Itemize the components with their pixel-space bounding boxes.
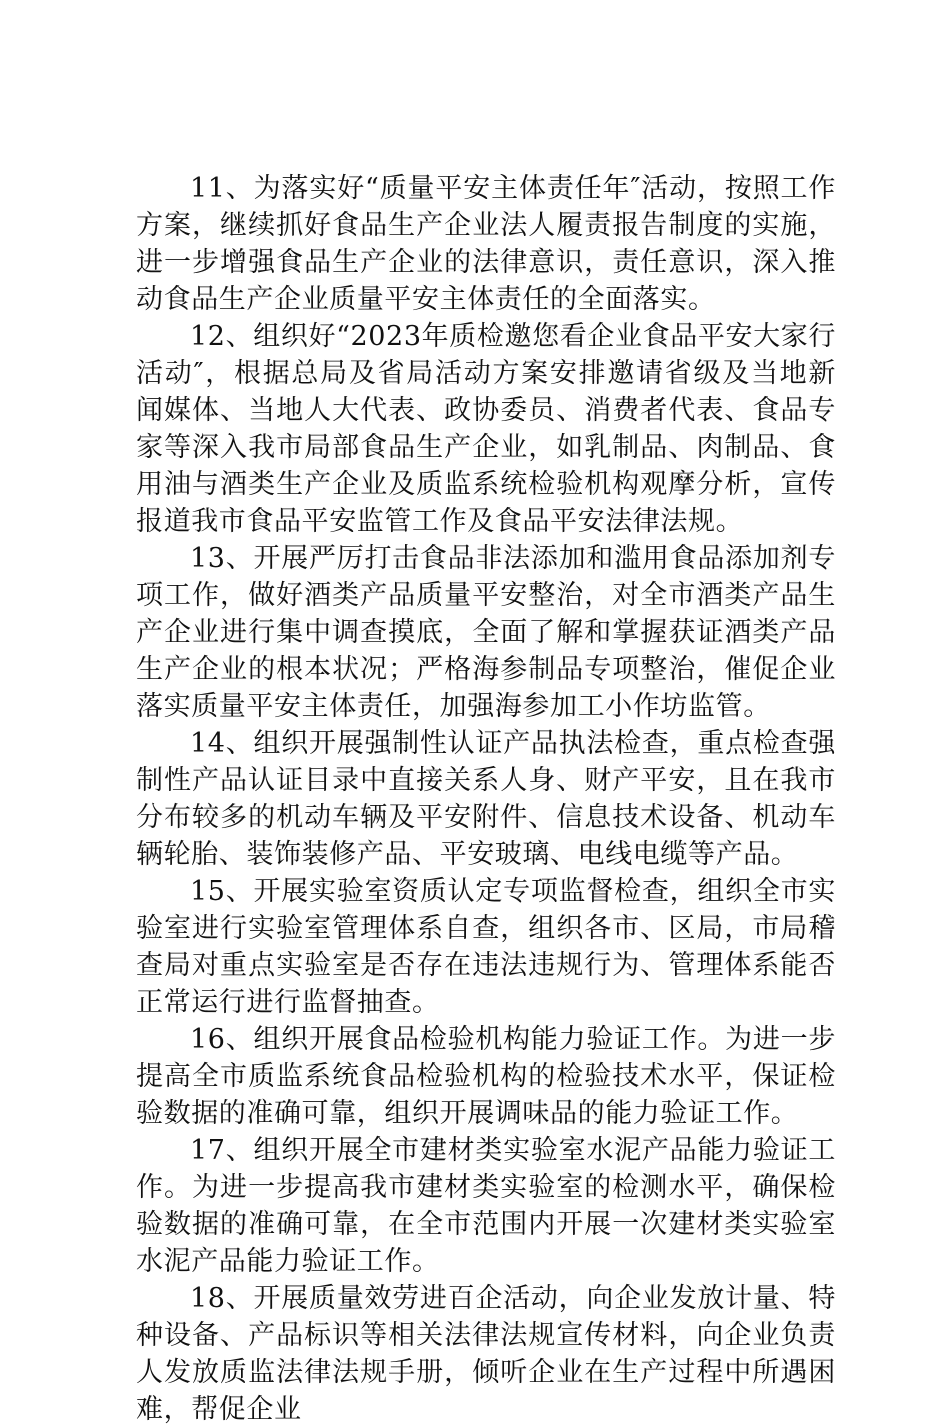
- paragraph-17: 17、组织开展全市建材类实验室水泥产品能力验证工作。为进一步提高我市建材类实验室的检测水平，确保检验数据的准确可靠，在全市范围内开展一次建材类实验室水泥产品能力验证工作。: [136, 1135, 836, 1277]
- paragraph-11: 11、为落实好“质量平安主体责任年″活动，按照工作方案，继续抓好食品生产企业法人履责报告制度的实施，进一步增强食品生产企业的法律意识，责任意识，深入推动食品生产企业质量平安主体责任的全面落实。: [136, 173, 836, 315]
- paragraph-16: 16、组织开展食品检验机构能力验证工作。为进一步提高全市质监系统食品检验机构的检验技术水平，保证检验数据的准确可靠，组织开展调味品的能力验证工作。: [136, 1024, 836, 1129]
- document-body: [136, 170, 836, 1428]
- paragraph-13: 13、开展严厉打击食品非法添加和滥用食品添加剂专项工作，做好酒类产品质量平安整治，对全市酒类产品生产企业进行集中调查摸底，全面了解和掌握获证酒类产品生产企业的根本状况；严格海参制品专项整治，催促企业落实质量平安主体责任，加强海参加工小作坊监管。: [136, 543, 836, 722]
- paragraph-18: 18、开展质量效劳进百企活动，向企业发放计量、特种设备、产品标识等相关法律法规宣传材料，向企业负责人发放质监法律法规手册，倾听企业在生产过程中所遇困难，帮促企业: [136, 1283, 836, 1425]
- paragraph-14: 14、组织开展强制性认证产品执法检查，重点检查强制性产品认证目录中直接关系人身、财产平安，且在我市分布较多的机动车辆及平安附件、信息技术设备、机动车辆轮胎、装饰装修产品、平安玻璃、电线电缆等产品。: [136, 728, 836, 870]
- paragraph-15: 15、开展实验室资质认定专项监督检查，组织全市实验室进行实验室管理体系自查，组织各市、区局，市局稽查局对重点实验室是否存在违法违规行为、管理体系能否正常运行进行监督抽查。: [136, 876, 836, 1018]
- paragraph-12: 12、组织好“2023年质检邀您看企业食品平安大家行活动″，根据总局及省局活动方案安排邀请省级及当地新闻媒体、当地人大代表、政协委员、消费者代表、食品专家等深入我市局部食品生产企业，如乳制品、肉制品、食用油与酒类生产企业及质监系统检验机构观摩分析，宣传报道我市食品平安监管工作及食品平安法律法规。: [136, 321, 836, 537]
